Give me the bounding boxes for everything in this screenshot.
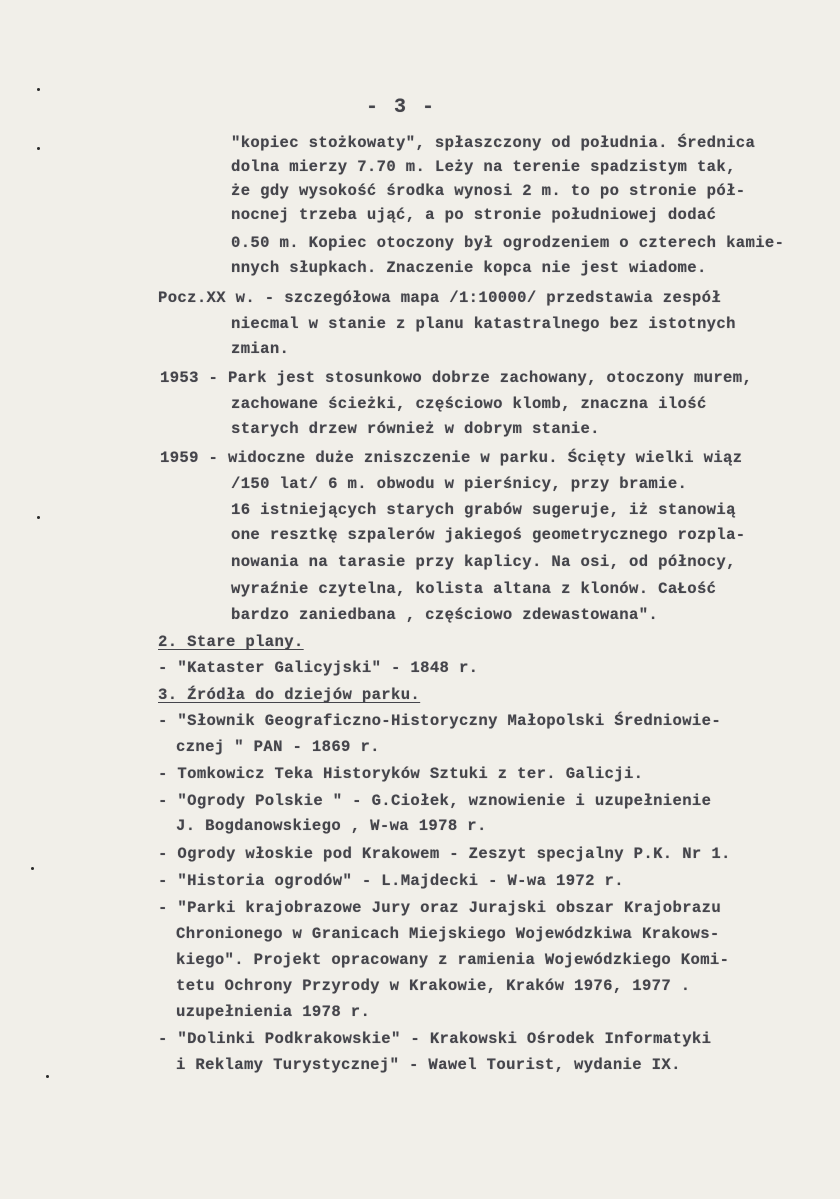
section-heading: 3. Źródła do dziejów parku. [158, 686, 421, 704]
text-line: wyraźnie czytelna, kolista altana z klonów. CaŁość [231, 580, 717, 598]
list-item: - "Parki krajobrazowe Jury oraz Jurajski obszar Krajobrazu [158, 899, 722, 917]
margin-mark [31, 867, 34, 870]
text-line: 0.50 m. Kopiec otoczony był ogrodzeniem o czterech kamie- [231, 234, 785, 252]
text-line: nowania na tarasie przy kaplicy. Na osi, od północy, [231, 553, 736, 571]
text-line: "kopiec stożkowaty", spłaszczony od południa. Średnica [231, 134, 756, 152]
text-line: zmian. [231, 340, 290, 358]
list-item: - "Historia ogrodów" - L.Majdecki - W-wa 1972 r. [158, 872, 624, 890]
list-item: cznej " PAN - 1869 r. [176, 738, 380, 756]
text-line: 16 istniejących starych grabów sugeruje, iż stanowią [231, 501, 736, 519]
text-line: /150 lat/ 6 m. obwodu w pierśnicy, przy bramie. [231, 475, 688, 493]
text-line: dolna mierzy 7.70 m. Leży na terenie spadzistym tak, [231, 158, 736, 176]
text-line: Pocz.XX w. - szczegółowa mapa /1:10000/ przedstawia zespół [158, 289, 722, 307]
text-line: one resztkę szpalerów jakiegoś geometrycznego rozpla- [231, 526, 746, 544]
text-line: starych drzew również w dobrym stanie. [231, 420, 600, 438]
list-item: uzupełnienia 1978 r. [176, 1003, 371, 1021]
list-item: i Reklamy Turystycznej" - Wawel Tourist, wydanie IX. [176, 1056, 681, 1074]
text-line: niecmal w stanie z planu katastralnego bez istotnych [231, 315, 736, 333]
text-line: nocnej trzeba ująć, a po stronie południowej dodać [231, 206, 717, 224]
list-item: - Tomkowicz Teka Historyków Sztuki z ter. Galicji. [158, 765, 644, 783]
text-line: nnych słupkach. Znaczenie kopca nie jest wiadome. [231, 259, 707, 277]
margin-mark [37, 88, 40, 91]
text-line: 1959 - widoczne duże zniszczenie w parku. Ścięty wielki wiąz [160, 449, 743, 467]
list-item: - "Słownik Geograficzno-Historyczny Małopolski Średniowie- [158, 712, 722, 730]
list-item: J. Bogdanowskiego , W-wa 1978 r. [176, 817, 487, 835]
text-line: 1953 - Park jest stosunkowo dobrze zachowany, otoczony murem, [160, 369, 753, 387]
margin-mark [37, 516, 40, 519]
list-item: - Ogrody włoskie pod Krakowem - Zeszyt specjalny P.K. Nr 1. [158, 845, 731, 863]
list-item: - "Dolinki Podkrakowskie" - Krakowski Ośrodek Informatyki [158, 1030, 712, 1048]
list-item: kiego". Projekt opracowany z ramienia Wojewódzkiego Komi- [176, 951, 730, 969]
text-line: zachowane ścieżki, częściowo klomb, znaczna ilość [231, 395, 707, 413]
margin-mark [46, 1075, 49, 1078]
list-item: - "Ogrody Polskie " - G.Ciołek, wznowienie i uzupełnienie [158, 792, 712, 810]
text-line: bardzo zaniedbana , częściowo zdewastowana". [231, 606, 659, 624]
page-number: - 3 - [366, 96, 437, 119]
list-item: Chronionego w Granicach Miejskiego Wojewódzkiwa Krakows- [176, 925, 720, 943]
section-heading: 2. Stare plany. [158, 633, 304, 651]
list-item: tetu Ochrony Przyrody w Krakowie, Kraków 1976, 1977 . [176, 977, 691, 995]
text-line: że gdy wysokość środka wynosi 2 m. to po stronie pół- [231, 182, 746, 200]
list-item: - "Kataster Galicyjski" - 1848 r. [158, 659, 479, 677]
margin-mark [37, 147, 40, 150]
